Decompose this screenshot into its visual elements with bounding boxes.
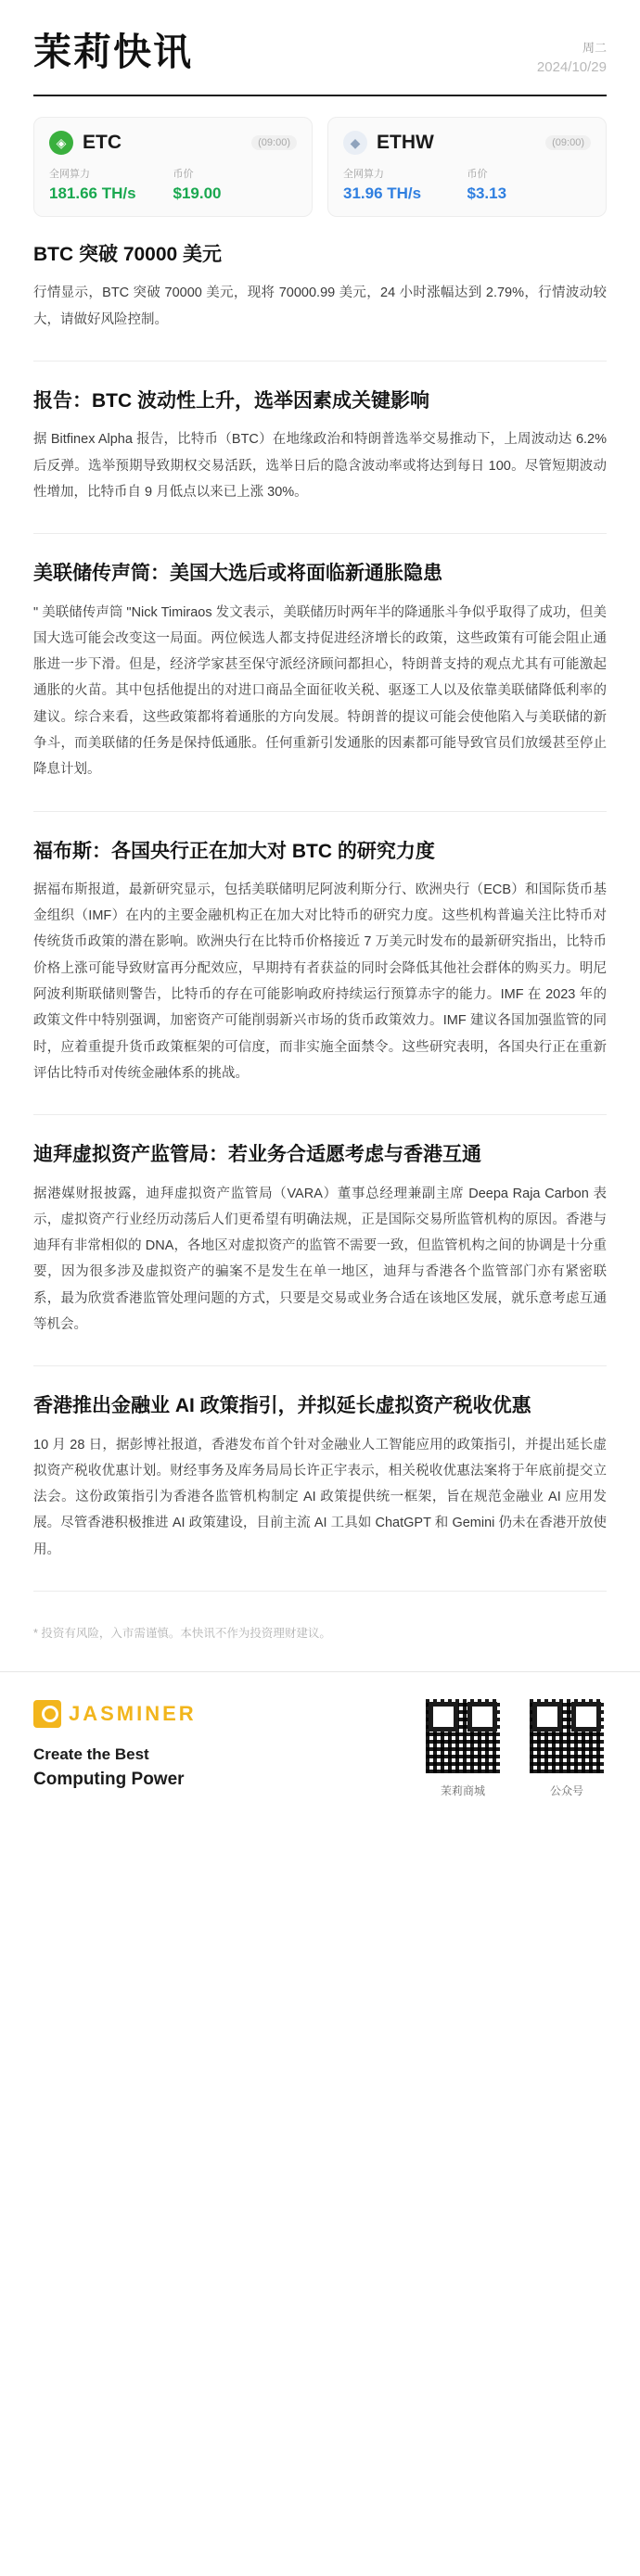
qr-code-caption: 茉莉商城: [440, 1784, 485, 1798]
header-divider: [33, 95, 607, 96]
article-divider: [33, 1114, 607, 1115]
qr-code-list: [423, 1696, 607, 1798]
qr-code-official-account[interactable]: [527, 1696, 607, 1798]
hashrate-label: 全网算力: [343, 169, 384, 180]
ticker-header: [343, 131, 591, 155]
ticker-timestamp: (09:00): [251, 135, 297, 150]
ticker-hashrate: [343, 166, 467, 203]
article-title: BTC 突破 70000 美元: [33, 244, 223, 265]
ticker-header: [49, 131, 297, 155]
article-item: [33, 1392, 607, 1563]
ticker-symbol: ETC: [83, 132, 122, 153]
jasminer-logo-icon: [33, 1700, 61, 1728]
article-item: [33, 1141, 607, 1338]
article-title: 报告：BTC 波动性上升，选举因素成关键影响: [33, 389, 429, 412]
price-label: 币价: [467, 169, 488, 180]
article-item: [33, 838, 607, 1087]
page-title: 茉莉快讯: [33, 31, 193, 73]
header-date: [537, 32, 607, 78]
ticker-hashrate: [49, 166, 173, 203]
ticker-timestamp: (09:00): [545, 135, 591, 150]
article-title: 美联储传声筒：美国大选后或将面临新通胀隐患: [33, 563, 442, 585]
article-divider: [33, 533, 607, 534]
article-body: " 美联储传声筒 "Nick Timiraos 发文表示，美联储历时两年半的降通胀斗争似乎取得了成功，但美国大选可能会改变这一局面。两位候选人都支持促进经济增长的政策，这些政策有可能会阻止通胀进一步下滑。但是，经济学家甚至保守派经济顾问都担心，特朗普支持的观点尤其有可能激起通胀的火苗。其中包括他提出的对进口商品全面征收关税、驱逐工人以及依靠美联储降低利率的建议。综合来看，这些政策都将着通胀的方向发展。特朗普的提议可能会使他陷入与美联储的新争斗，而美联储的任务是保持低通胀。任何重新引发通胀的因素都可能导致官员们放缓甚至停止降息计划。: [33, 604, 607, 778]
qr-code-image: [527, 1696, 607, 1776]
article-divider: [33, 1365, 607, 1366]
price-value: $3.13: [467, 184, 507, 202]
ticker-symbol: ETHW: [377, 132, 434, 153]
hashrate-label: 全网算力: [49, 169, 90, 180]
ticker-metrics: [49, 166, 297, 203]
etc-coin-icon: ◈: [49, 131, 73, 155]
header: [0, 0, 640, 95]
article-body: 据港媒财报披露，迪拜虚拟资产监管局（VARA）董事总经理兼副主席 Deepa Raja Carbon 表示，虚拟资产行业经历动荡后人们更希望有明确法规，正是国际交易所监管机构的原因。香港与迪拜有非常相似的 DNA，各地区对虚拟资产的监管不需要一致，但监管机构之间的协调是十分重要，因为很多涉及虚拟资产的骗案不是发生在单一地区，迪拜与香港各个监管部门亦有紧密联系，最为欣赏香港监管处理问题的方式，只要是交易或业务合适在该地区发展，就乐意考虑互通等机会。: [33, 1186, 607, 1332]
ticker-metrics: [343, 166, 591, 203]
date-label: 2024/10/29: [536, 58, 607, 75]
footer: [0, 1671, 640, 1826]
article-title: 迪拜虚拟资产监管局：若业务合适愿考虑与香港互通: [33, 1144, 481, 1166]
article-item: [33, 241, 607, 333]
article-body: 据福布斯报道，最新研究显示，包括美联储明尼阿波利斯分行、欧洲央行（ECB）和国际货币基金组织（IMF）在内的主要金融机构正在加大对比特币的研究力度。这些机构普遍关注比特币对传统货币政策的潜在影响。欧洲央行在比特币价格接近 7 万美元时发布的最新研究指出，比特币价格上涨可能导致财富再分配效应，早期持有者获益的同时会降低其他社会群体的购买力。明尼阿波利斯联储则警告，比特币的存在可能影响政府持续运行预算赤字的能力。IMF 在 2023 年的政策文件中特别强调，加密资产可能削弱新兴市场的货币政策效力。IMF 建议各国加强监管的同时，应着重提升货币政策框架的可信度，而非实施全面禁令。这些研究表明，各国央行正在重新评估比特币对传统金融体系的挑战。: [33, 882, 607, 1081]
ticker-list: [0, 117, 640, 217]
article-title: 香港推出金融业 AI 政策指引，并拟延长虚拟资产税收优惠: [33, 1395, 531, 1417]
weekday-label: 周二: [582, 41, 607, 55]
article-item: [33, 387, 607, 505]
article-title: 福布斯：各国央行正在加大对 BTC 的研究力度: [33, 840, 435, 862]
hashrate-value: 31.96 TH/s: [343, 184, 422, 202]
article-item: [33, 560, 607, 782]
footer-brand: [33, 1696, 197, 1793]
logo: [33, 1700, 197, 1728]
price-label: 币价: [173, 169, 194, 180]
qr-code-mall[interactable]: [423, 1696, 503, 1798]
article-body: 据 Bitfinex Alpha 报告，比特币（BTC）在地缘政治和特朗普选举交易推动下，上周波动达 6.2% 后反弹。选举预期导致期权交易活跃，选举日后的隐含波动率或将达到每日 100。尽管短期波动性增加，比特币自 9 月低点以来已上涨 30%。: [33, 432, 607, 500]
disclaimer-text: * 投资有风险，入市需谨慎。本快讯不作为投资理财建议。: [33, 1626, 331, 1640]
article-divider: [33, 811, 607, 812]
qr-code-image: [423, 1696, 503, 1776]
article-divider: [33, 1591, 607, 1592]
ticker-card-etc[interactable]: [33, 117, 313, 217]
qr-code-caption: 公众号: [549, 1784, 583, 1798]
ticker-card-ethw[interactable]: [327, 117, 607, 217]
tagline-line1: Create the Best: [33, 1745, 149, 1764]
ethw-coin-icon: ◆: [343, 131, 367, 155]
ticker-price: [467, 166, 592, 203]
hashrate-value: 181.66 TH/s: [49, 184, 136, 202]
ticker-price: [173, 166, 298, 203]
logo-text: JASMINER: [69, 1702, 197, 1726]
article-divider: [33, 361, 607, 362]
tagline-line2: Computing Power: [33, 1769, 185, 1789]
article-list: [0, 241, 640, 1618]
article-body: 行情显示，BTC 突破 70000 美元，现将 70000.99 美元，24 小时涨幅达到 2.79%，行情波动较大，请做好风险控制。: [33, 286, 607, 327]
article-body: 10 月 28 日，据彭博社报道，香港发布首个针对金融业人工智能应用的政策指引，并提出延长虚拟资产税收优惠计划。财经事务及库务局局长许正宇表示，相关税收优惠法案将于年底前提交立法会。这份政策指引为香港各监管机构制定 AI 政策提供统一框架，旨在规范金融业 AI 应用发展。尽管香港积极推进 AI 政策建设，目前主流 AI 工具如 ChatGPT 和 Gemini 仍未在香港开放使用。: [33, 1437, 607, 1557]
price-value: $19.00: [173, 184, 222, 202]
